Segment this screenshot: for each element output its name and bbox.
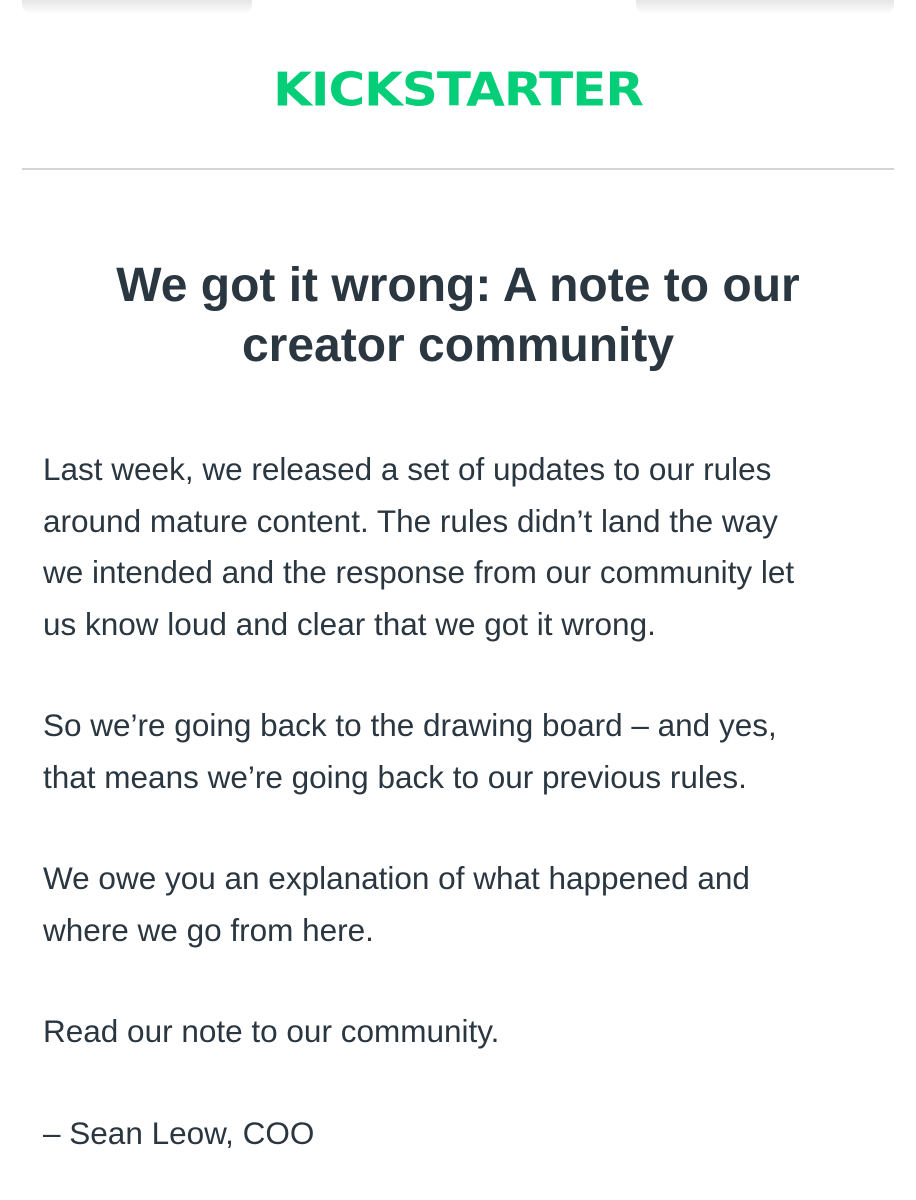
top-edge-fragment-left [22, 0, 252, 14]
signature-text: – Sean Leow, COO [43, 1114, 315, 1151]
paragraph-line: We owe you an explanation of what happened and [43, 860, 750, 896]
paragraph-line: So we’re going back to the drawing board – and yes, [43, 707, 777, 743]
paragraph-3 [43, 853, 893, 956]
email-body [43, 444, 893, 1159]
community-note-link-text[interactable]: Read our note to our community. [43, 1013, 500, 1049]
paragraph-line: Last week, we released a set of updates to our rules [43, 451, 772, 487]
paragraph-line: where we go from here. [43, 911, 374, 948]
paragraph-1 [43, 444, 893, 650]
kickstarter-logo[interactable]: KICKSTARTER [273, 63, 643, 117]
paragraph-4 [43, 1006, 893, 1058]
paragraph-2 [43, 700, 893, 803]
signature [43, 1108, 893, 1160]
paragraph-line: us know loud and clear that we got it wrong. [43, 605, 656, 642]
email-headline: We got it wrong: A note to our creator community [116, 259, 800, 372]
paragraph-line: we intended and the response from our community let [43, 554, 795, 590]
paragraph-line: that means we’re going back to our previous rules. [43, 758, 747, 795]
paragraph-line: around mature content. The rules didn’t land the way [43, 502, 778, 539]
logo-container [0, 60, 916, 120]
top-edge-fragment-right [636, 0, 894, 14]
header-divider [22, 168, 894, 170]
